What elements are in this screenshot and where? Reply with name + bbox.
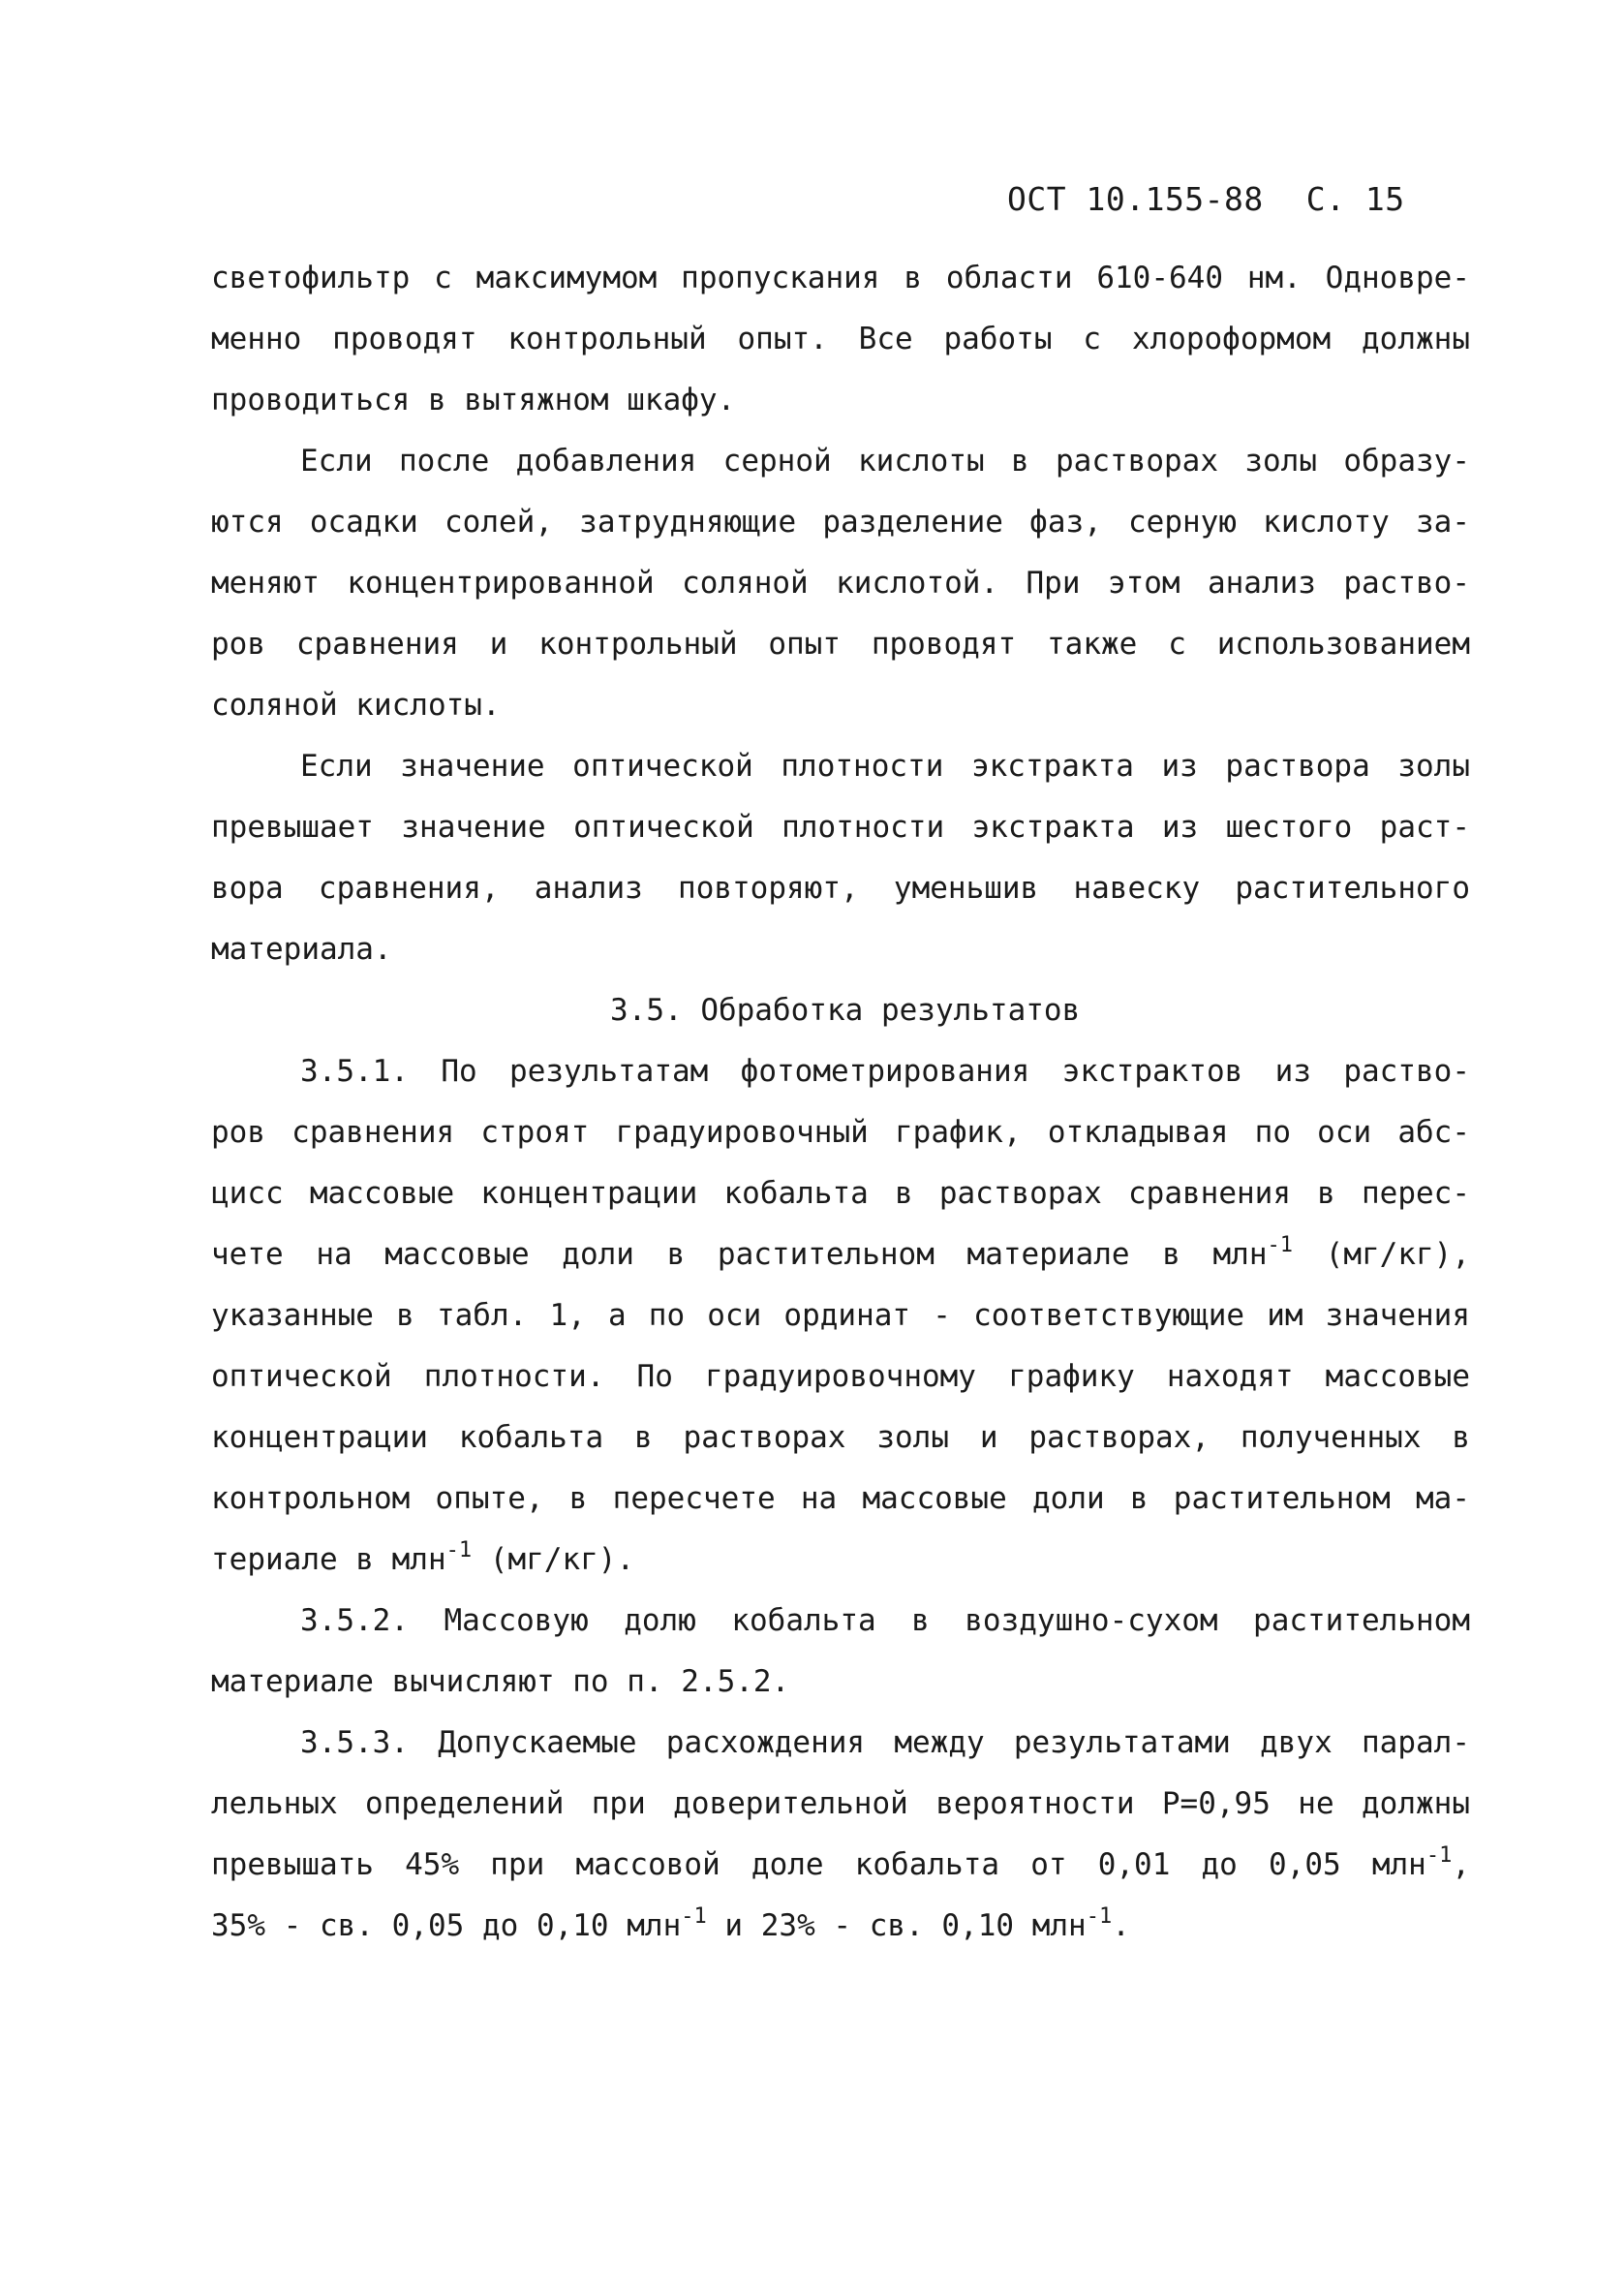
- text-segment: .: [1112, 1908, 1130, 1943]
- paragraph-sulfuric-acid: [211, 431, 1470, 736]
- text-line: соляной кислоты.: [211, 688, 501, 723]
- text-line: материале вычисляют по п. 2.5.2.: [211, 1664, 790, 1699]
- text-line-with-superscript: [211, 1530, 1470, 1591]
- document-body: [211, 248, 1470, 1957]
- text-segment: превышать 45% при массовой доле кобальта от 0,01 до 0,05 млн: [211, 1847, 1426, 1882]
- text-line: ров сравнения строят градуировочный график, откладывая по оси абс-: [211, 1115, 1470, 1150]
- text-line: ров сравнения и контрольный опыт проводят также с использованием: [211, 627, 1470, 662]
- text-line: проводиться в вытяжном шкафу.: [211, 383, 736, 418]
- text-line: цисс массовые концентрации кобальта в растворах сравнения в перес-: [211, 1176, 1470, 1211]
- text-segment: и 23% - св. 0,10 млн: [706, 1908, 1087, 1943]
- text-segment: (мг/кг),: [1293, 1237, 1470, 1272]
- text-segment: 35% - св. 0,05 до 0,10 млн: [211, 1908, 682, 1943]
- text-line-with-superscript: [211, 1896, 1470, 1957]
- text-line: оптической плотности. По градуировочному графику находят массовые: [211, 1359, 1470, 1394]
- text-line: светофильтр с максимумом пропускания в области 610-640 нм. Одновре-: [211, 261, 1470, 295]
- text-line: Если значение оптической плотности экстракта из раствора золы: [300, 749, 1470, 784]
- document-code: ОСТ 10.155-88: [1007, 180, 1264, 218]
- text-line: превышает значение оптической плотности экстракта из шестого раст-: [211, 810, 1470, 845]
- superscript: -1: [1425, 1843, 1453, 1868]
- clause-3-5-2: [211, 1591, 1470, 1713]
- text-line: концентрации кобальта в растворах золы и растворах, полученных в: [211, 1420, 1470, 1455]
- superscript: -1: [681, 1904, 707, 1929]
- text-line: 3.5.2. Массовую долю кобальта в воздушно-сухом растительном: [300, 1603, 1470, 1638]
- text-segment: ,: [1452, 1847, 1470, 1882]
- paragraph-filter: [211, 248, 1470, 431]
- paragraph-optical-density: [211, 736, 1470, 980]
- text-line-with-superscript: [211, 1835, 1470, 1896]
- text-line: лельных определений при доверительной вероятности Р=0,95 не должны: [211, 1786, 1470, 1821]
- page-header: [1007, 180, 1405, 218]
- text-line-with-superscript: [211, 1224, 1470, 1285]
- superscript: -1: [1086, 1904, 1113, 1929]
- text-segment: (мг/кг).: [472, 1542, 635, 1577]
- text-line: вора сравнения, анализ повторяют, уменьшив навеску растительного: [211, 871, 1470, 906]
- text-line: 3.5.1. По результатам фотометрирования экстрактов из раство-: [300, 1054, 1470, 1089]
- text-line: указанные в табл. 1, а по оси ординат - соответствующие им значения: [211, 1298, 1470, 1333]
- page-number: С. 15: [1305, 180, 1405, 218]
- clause-3-5-3: [211, 1713, 1470, 1957]
- text-line: материала.: [211, 932, 392, 967]
- superscript: -1: [1267, 1233, 1294, 1257]
- text-line: ются осадки солей, затрудняющие разделение фаз, серную кислоту за-: [211, 505, 1470, 540]
- section-title: 3.5. Обработка результатов: [610, 993, 1081, 1028]
- superscript: -1: [445, 1538, 473, 1562]
- text-line: менно проводят контрольный опыт. Все работы с хлороформом должны: [211, 322, 1470, 356]
- text-line: контрольном опыте, в пересчете на массовые доли в растительном ма-: [211, 1481, 1470, 1516]
- clause-3-5-1: [211, 1041, 1470, 1591]
- text-segment: чете на массовые доли в растительном материале в млн: [211, 1237, 1268, 1272]
- text-line: Если после добавления серной кислоты в растворах золы образу-: [300, 444, 1470, 479]
- text-line: меняют концентрированной соляной кислотой. При этом анализ раство-: [211, 566, 1470, 601]
- text-segment: териале в млн: [211, 1542, 446, 1577]
- text-line: 3.5.3. Допускаемые расхождения между результатами двух парал-: [300, 1725, 1470, 1760]
